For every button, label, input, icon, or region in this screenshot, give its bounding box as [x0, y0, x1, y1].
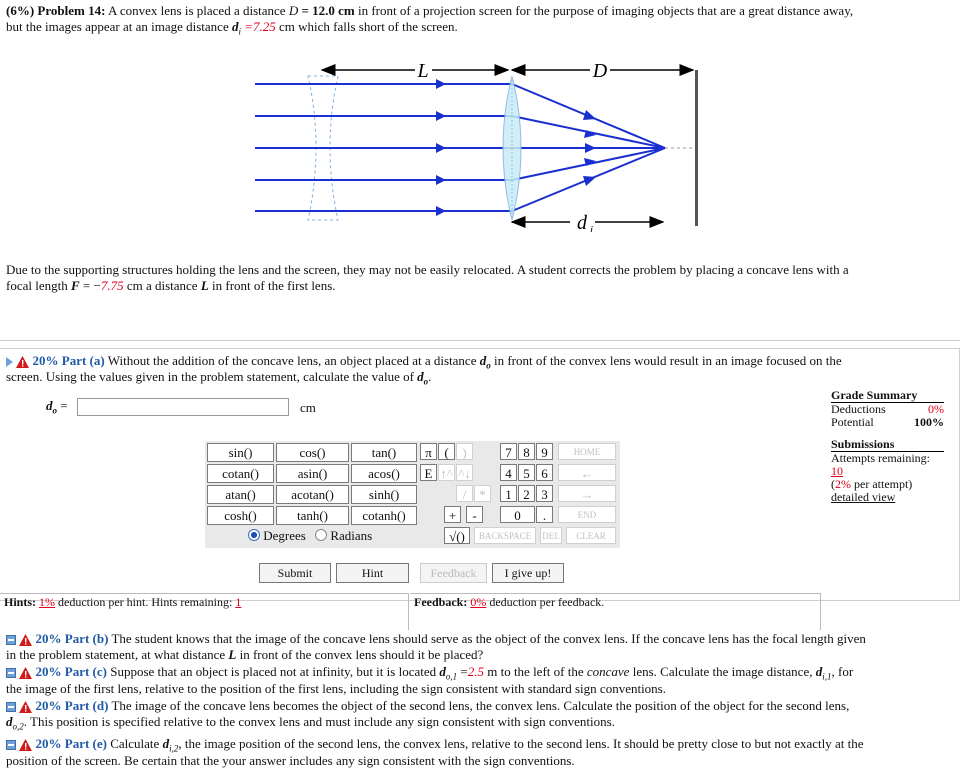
calc-key-backspace[interactable]: BACKSPACE: [474, 527, 536, 544]
part-c-line1: 20% Part (c) Suppose that an object is placed not at infinity, but it is located $d_{o,1} =2.5$ m to the left of the concave lens. Calculate the image distance, $d_{i,1}$, for: [6, 664, 954, 685]
calc-key-updown[interactable]: ^↓: [456, 464, 473, 481]
calc-key-dot[interactable]: .: [536, 506, 553, 523]
calc-func-3-2[interactable]: cotanh(): [351, 506, 417, 525]
feedback-button[interactable]: Feedback: [420, 563, 487, 583]
warning-icon: [19, 634, 32, 646]
calc-key-d7[interactable]: 7: [500, 443, 517, 460]
detailed-view-link[interactable]: detailed view: [831, 490, 896, 504]
calc-key-minus[interactable]: -: [466, 506, 483, 523]
attempts-remaining: 10: [831, 464, 843, 478]
problem-paragraph2-line1: Due to the supporting structures holding the lens and the screen, they may not be easily relocated. A student corrects the problem by placing a concave lens with a: [6, 262, 849, 277]
calc-func-1-0[interactable]: cotan(): [207, 464, 274, 483]
feedback-line: Feedback: 0% deduction per feedback.: [414, 595, 605, 609]
label-di-sub: i: [590, 224, 594, 232]
calc-key-del[interactable]: DEL: [540, 527, 562, 544]
calc-key-d3[interactable]: 3: [536, 485, 553, 502]
calc-func-1-1[interactable]: asin(): [276, 464, 349, 483]
part-c-label[interactable]: 20% Part (c): [35, 664, 107, 679]
calc-key-d1[interactable]: 1: [500, 485, 517, 502]
calc-key-end[interactable]: END: [558, 506, 616, 523]
calc-func-3-0[interactable]: cosh(): [207, 506, 274, 525]
part-d-line2: $d_{o,2}$. This position is specified relative to the convex lens and must include any sign consistent with sign conventions.: [6, 714, 615, 732]
calc-func-0-0[interactable]: sin(): [207, 443, 274, 462]
collapse-icon[interactable]: [6, 740, 16, 750]
part-b-line2: in the problem statement, at what distance L in front of the convex lens should it be placed?: [6, 647, 484, 662]
problem-paragraph2-line2: focal length F = −7.75 cm a distance L in front of the first lens.: [6, 278, 336, 293]
calc-func-0-2[interactable]: tan(): [351, 443, 417, 462]
calc-key-lparen[interactable]: (: [438, 443, 455, 460]
calc-func-2-1[interactable]: acotan(): [276, 485, 349, 504]
part-a-line1: 20% Part (a) Without the addition of the concave lens, an object placed at a distance $d_o$ in front of the convex lens would result in an image focused on the: [6, 353, 954, 374]
part-a-line2: screen. Using the values given in the problem statement, calculate the value of $d_o$.: [6, 369, 432, 387]
calc-key-e[interactable]: E: [420, 464, 437, 481]
part-d-label[interactable]: 20% Part (d): [35, 698, 109, 713]
deductions-value: 0%: [928, 402, 944, 416]
hints-line: Hints: 1% deduction per hint. Hints remaining: 1: [4, 595, 242, 609]
problem-statement-line2: but the images appear at an image distance $d_i =7.25$ cm which falls short of the screen.: [6, 19, 458, 37]
part-b-line1: 20% Part (b) The student knows that the image of the concave lens should serve as the object of the convex lens. If the concave lens has the focal length given: [6, 631, 954, 647]
collapse-icon[interactable]: [6, 702, 16, 712]
calc-key-pi[interactable]: π: [420, 443, 437, 460]
calc-key-d8[interactable]: 8: [518, 443, 535, 460]
calc-key-d5[interactable]: 5: [518, 464, 535, 481]
problem-statement-line1: (6%) Problem 14: A convex lens is placed a distance D = 12.0 cm in front of a projection screen for the purpose of imaging objects that are a great distance away,: [6, 3, 854, 18]
submissions-title: Submissions: [831, 438, 944, 452]
part-e-label[interactable]: 20% Part (e): [35, 736, 107, 751]
grade-summary-title: Grade Summary: [831, 389, 944, 403]
divider: [0, 340, 960, 341]
grade-summary: Grade Summary Deductions 0% Potential 100% Submissions Attempts remaining: 10 (2% per attempt) detailed view: [831, 388, 944, 504]
warning-icon: [19, 739, 32, 751]
part-a-label[interactable]: 20% Part (a): [32, 353, 105, 368]
calc-key-plus[interactable]: +: [444, 506, 461, 523]
potential-value: 100%: [914, 415, 944, 429]
calc-key-d9[interactable]: 9: [536, 443, 553, 460]
calc-func-3-1[interactable]: tanh(): [276, 506, 349, 525]
give-up-button[interactable]: I give up!: [492, 563, 564, 583]
calc-key-mul[interactable]: *: [474, 485, 491, 502]
answer-label: $d_o$ =: [46, 398, 68, 416]
calc-key-up[interactable]: ↑^: [438, 464, 455, 481]
calc-func-1-2[interactable]: acos(): [351, 464, 417, 483]
label-di: d: [577, 212, 587, 232]
expand-arrow-icon[interactable]: [6, 357, 13, 367]
degrees-radio[interactable]: [248, 529, 260, 541]
angle-mode: Degrees Radians: [248, 528, 372, 544]
part-e-line1: 20% Part (e) Calculate $d_{i,2}$, the image position of the second lens, the convex lens, relative to the second lens. It should be pretty close to but not exactly at the: [6, 736, 954, 757]
collapse-icon[interactable]: [6, 635, 16, 645]
label-L: L: [417, 62, 429, 82]
calc-key-div[interactable]: /: [456, 485, 473, 502]
calc-key-sqrt[interactable]: √(): [444, 527, 470, 544]
answer-input[interactable]: [77, 398, 289, 416]
radians-radio[interactable]: [315, 529, 327, 541]
parallel-rays: [255, 84, 512, 211]
part-d-line1: 20% Part (d) The image of the concave lens becomes the object of the second lens, the convex lens. Calculate the position of the object for the second lens,: [6, 698, 954, 714]
calc-key-d4[interactable]: 4: [500, 464, 517, 481]
part-b-label[interactable]: 20% Part (b): [35, 631, 109, 646]
lens-diagram: [250, 62, 710, 232]
part-e-line2: position of the screen. Be certain that the your answer includes any sign consistent with the sign conventions.: [6, 753, 575, 768]
hint-button[interactable]: Hint: [336, 563, 409, 583]
calc-key-home[interactable]: HOME: [558, 443, 616, 460]
calc-key-right[interactable]: →: [558, 485, 616, 502]
calc-key-left[interactable]: ←: [558, 464, 616, 481]
calc-func-0-1[interactable]: cos(): [276, 443, 349, 462]
submit-button[interactable]: Submit: [259, 563, 331, 583]
label-D: D: [592, 62, 608, 82]
projection-screen: [695, 70, 698, 226]
collapse-icon[interactable]: [6, 668, 16, 678]
warning-icon: [19, 701, 32, 713]
calc-func-2-0[interactable]: atan(): [207, 485, 274, 504]
warning-icon: [19, 667, 32, 679]
calc-key-d6[interactable]: 6: [536, 464, 553, 481]
warning-icon: [16, 356, 29, 368]
calc-func-2-2[interactable]: sinh(): [351, 485, 417, 504]
calc-key-d2[interactable]: 2: [518, 485, 535, 502]
problem-header: (6%) Problem 14:: [6, 3, 106, 18]
hints-remaining: 1: [235, 595, 242, 609]
calc-key-d0[interactable]: 0: [500, 506, 535, 523]
calc-key-rparen[interactable]: ): [456, 443, 473, 460]
part-c-line2: the image of the first lens, relative to the position of the first lens, including the sign consistent with standard sign conventions.: [6, 681, 666, 696]
unit-label: cm: [300, 400, 316, 415]
calc-key-clear[interactable]: CLEAR: [566, 527, 616, 544]
